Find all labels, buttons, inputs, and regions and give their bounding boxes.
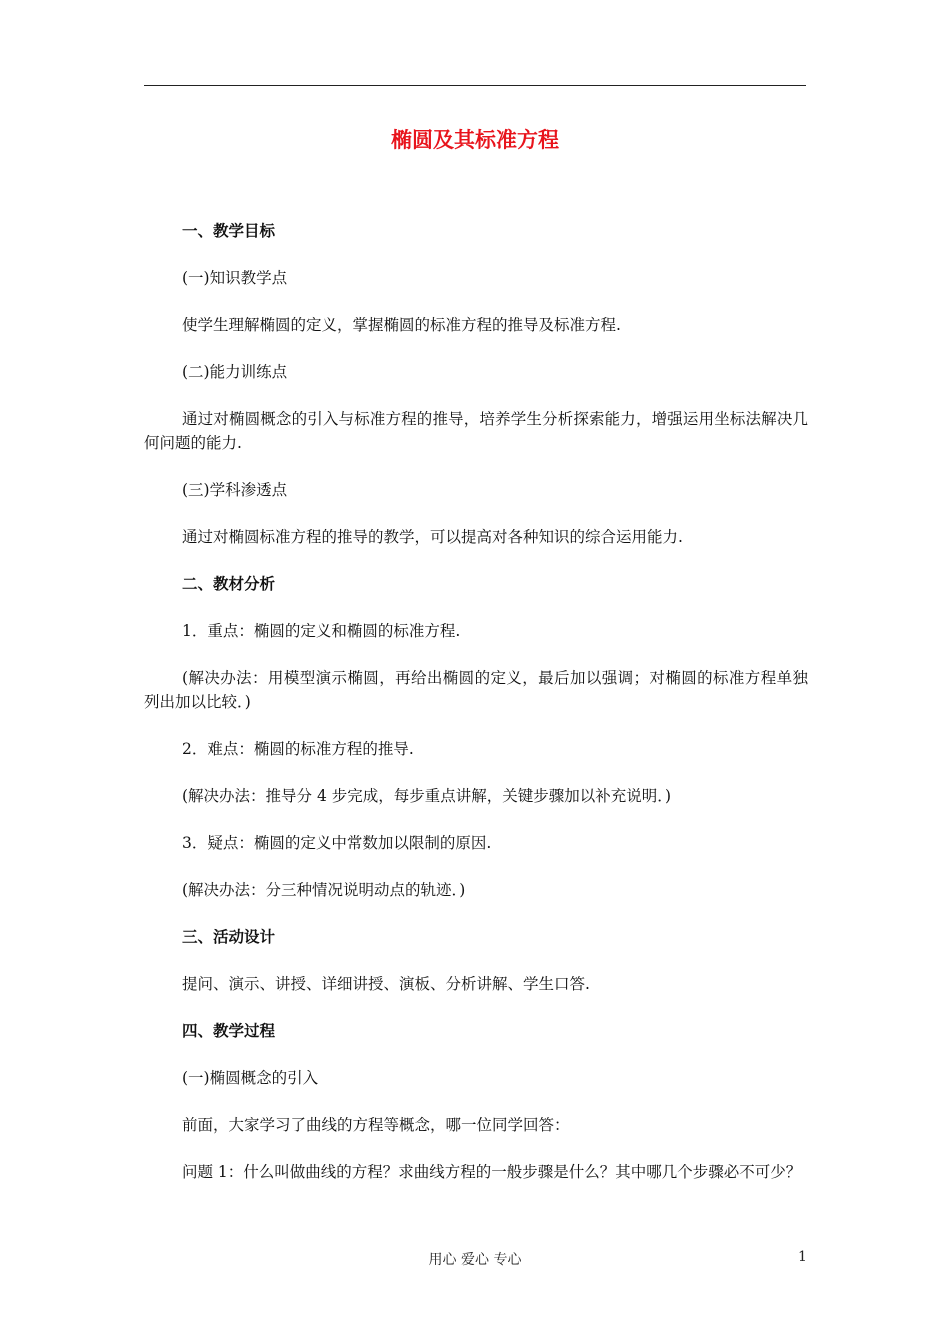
paragraph-difficulty: 2．难点：椭圆的标准方程的推导. xyxy=(182,740,414,758)
paragraph-activity: 提问、演示、讲授、详细讲授、演板、分析讲解、学生口答. xyxy=(182,975,590,993)
paragraph-doubt-solution: (解决办法：分三种情况说明动点的轨迹．) xyxy=(182,881,466,899)
paragraph-question-1: 问题 1：什么叫做曲线的方程？求曲线方程的一般步骤是什么？其中哪几个步骤必不可少？ xyxy=(182,1163,802,1181)
paragraph-ability: 通过对椭圆概念的引入与标准方程的推导，培养学生分析探索能力，增强运用坐标法解决几何问题的能力. xyxy=(144,410,808,452)
document-title: 椭圆及其标准方程 xyxy=(391,128,559,152)
paragraph-doubt: 3．疑点：椭圆的定义中常数加以限制的原因. xyxy=(182,834,492,852)
footer-motto: 用心 爱心 专心 xyxy=(428,1252,522,1268)
subsection-knowledge: (一)知识教学点 xyxy=(182,269,288,287)
paragraph-intro: 前面，大家学习了曲线的方程等概念，哪一位同学回答： xyxy=(182,1116,570,1134)
paragraph-key-solution: (解决办法：用模型演示椭圆，再给出椭圆的定义，最后加以强调；对椭圆的标准方程单独列出加以比较．) xyxy=(144,669,808,711)
paragraph-knowledge: 使学生理解椭圆的定义，掌握椭圆的标准方程的推导及标准方程. xyxy=(182,316,621,334)
subsection-discipline: (三)学科渗透点 xyxy=(182,481,288,499)
paragraph-difficulty-solution: (解决办法：推导分 4 步完成，每步重点讲解，关键步骤加以补充说明．) xyxy=(182,787,672,805)
header-rule xyxy=(144,85,806,86)
subsection-ability: (二)能力训练点 xyxy=(182,363,288,381)
section-heading-activity: 三、活动设计 xyxy=(182,928,276,946)
page-number: 1 xyxy=(798,1249,807,1265)
paragraph-key-point: 1．重点：椭圆的定义和椭圆的标准方程. xyxy=(182,622,461,640)
paragraph-discipline: 通过对椭圆标准方程的推导的教学，可以提高对各种知识的综合运用能力. xyxy=(182,528,683,546)
document-body xyxy=(144,219,808,1207)
section-heading-analysis: 二、教材分析 xyxy=(182,575,276,593)
section-heading-goals: 一、教学目标 xyxy=(182,222,276,240)
subsection-concept: (一)椭圆概念的引入 xyxy=(182,1069,319,1087)
section-heading-process: 四、教学过程 xyxy=(182,1022,276,1040)
